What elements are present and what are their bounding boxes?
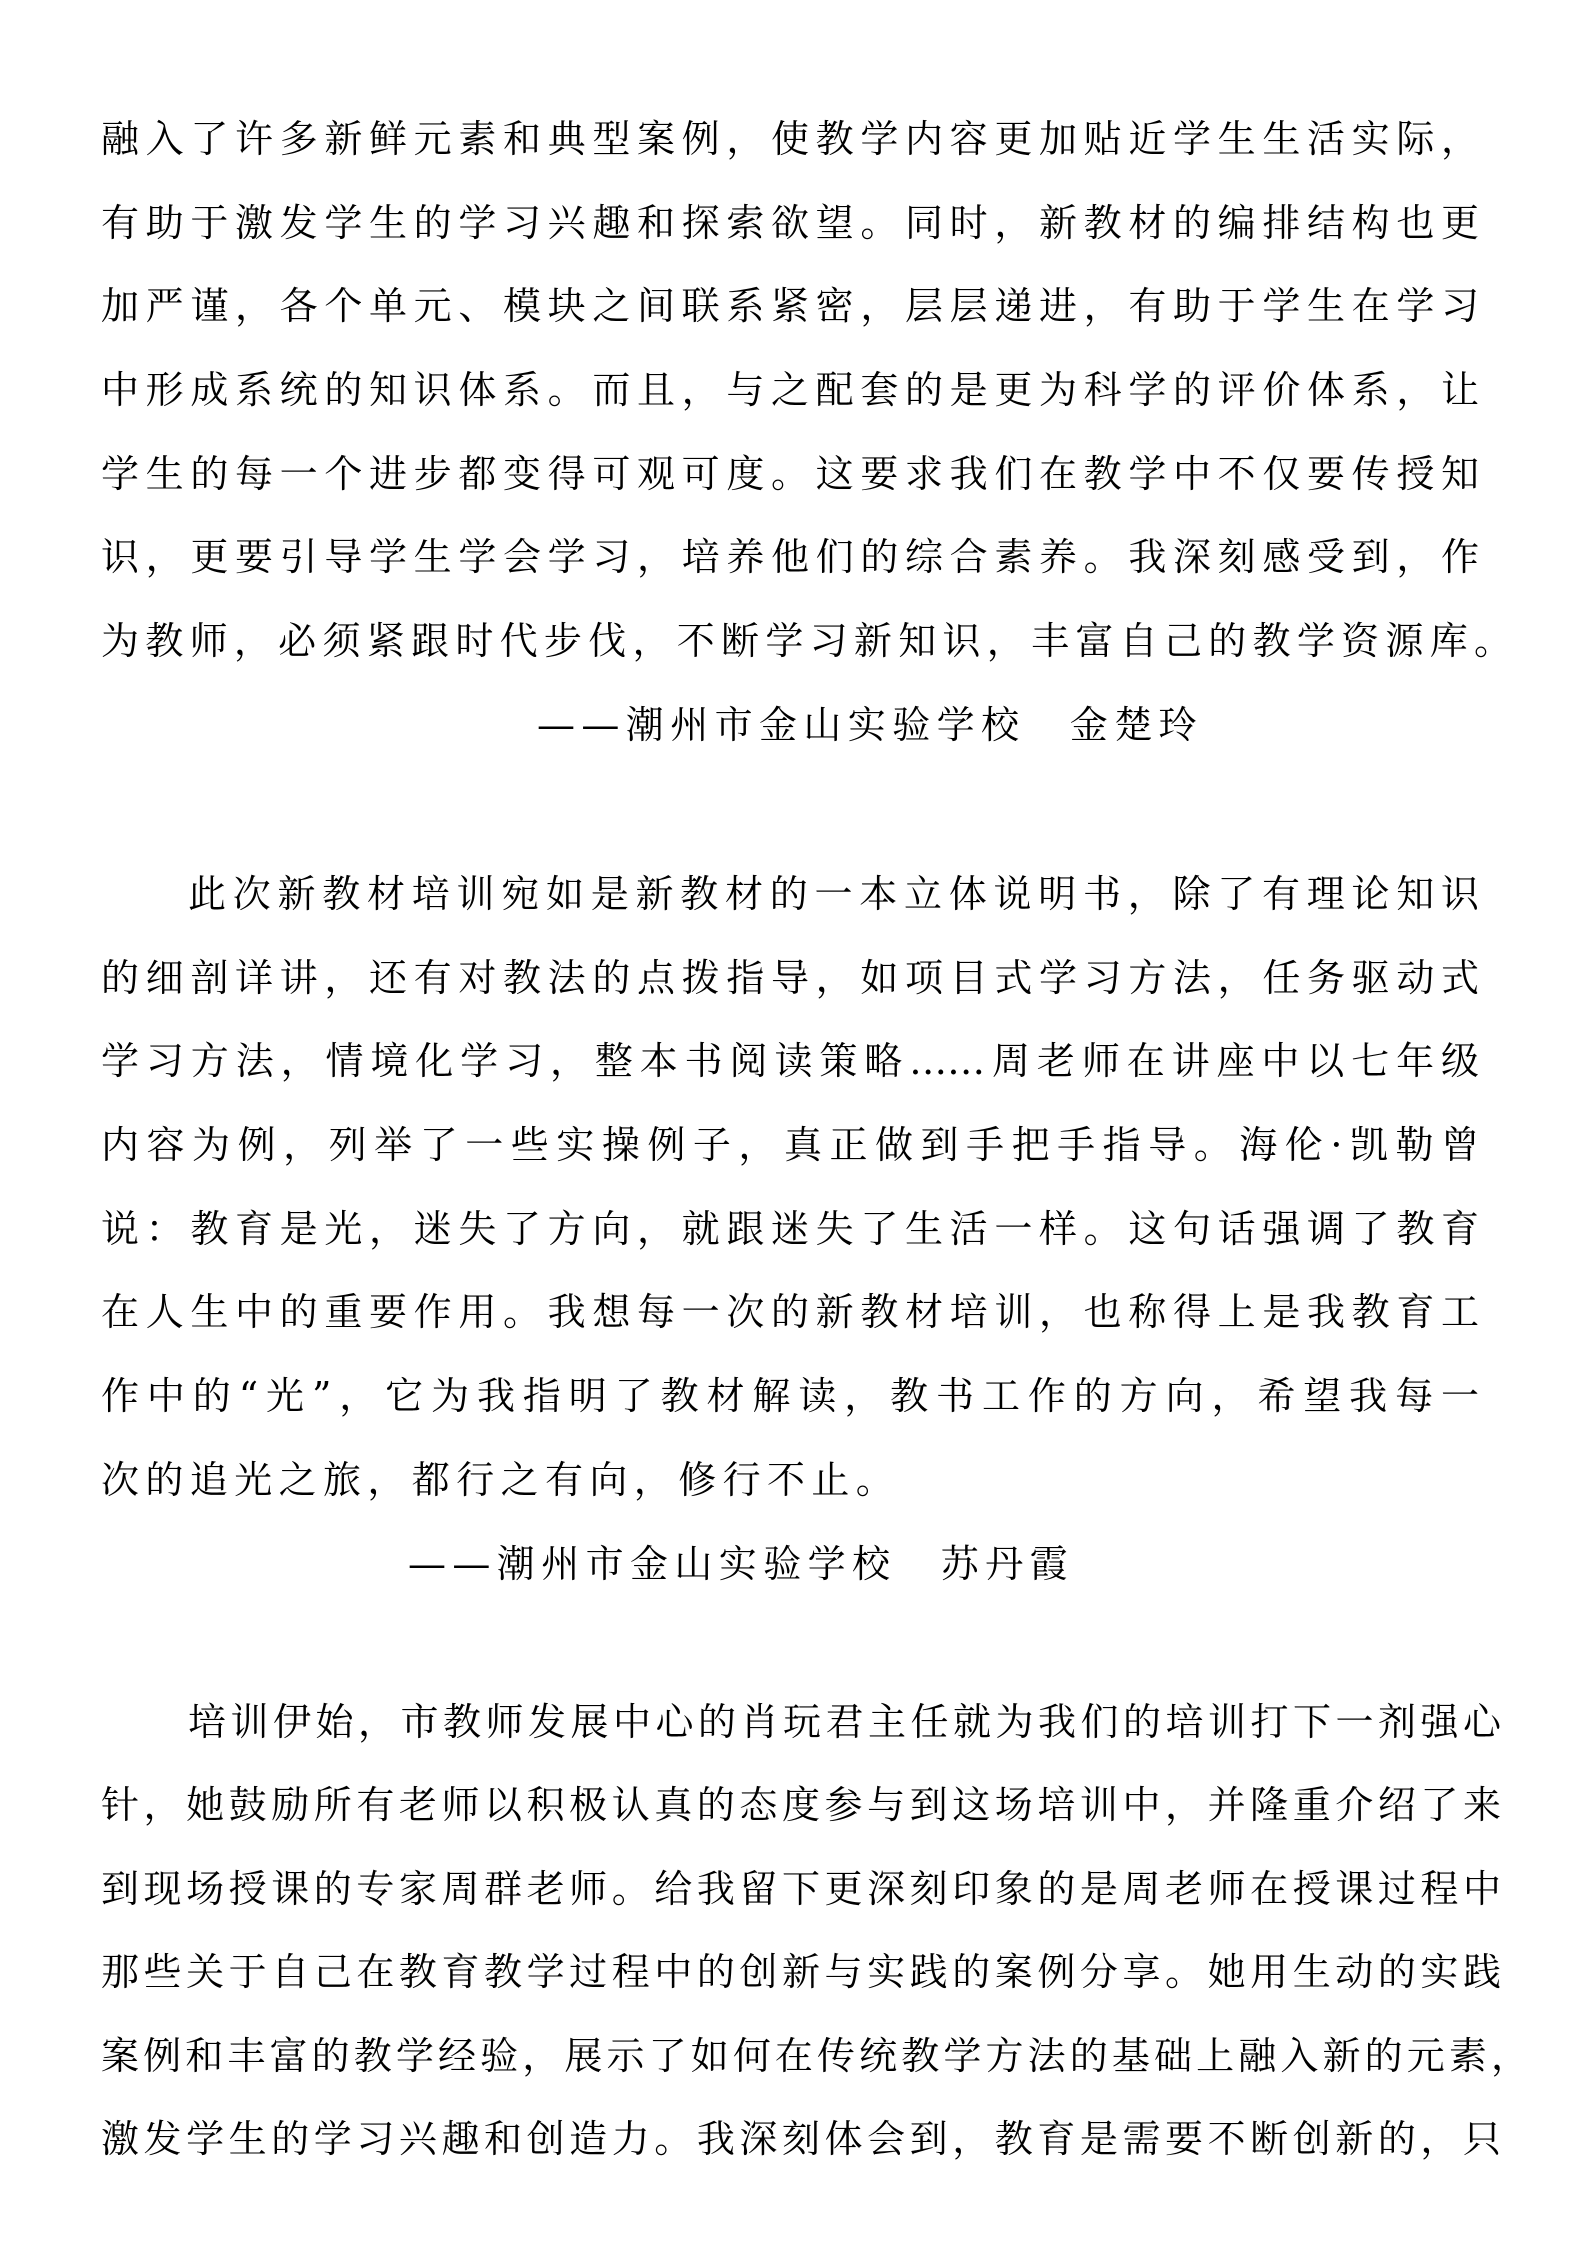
paragraph-1-line-7: 为教师，必须紧跟时代步伐，不断学习新知识，丰富自己的教学资源库。 xyxy=(101,619,1512,664)
paragraph-1-line-1: 融入了许多新鲜元素和典型案例，使教学内容更加贴近学生生活实际， xyxy=(101,117,1479,161)
paragraph-3 xyxy=(101,1681,1529,2181)
paragraph-2-line-6: 在人生中的重要作用。我想每一次的新教材培训，也称得上是我教育工 xyxy=(101,1290,1479,1335)
paragraph-3-line-4: 那些关于自己在教育教学过程中的创新与实践的案例分享。她用生动的实践 xyxy=(101,1950,1501,1995)
paragraph-3-line-3: 到现场授课的专家周群老师。给我留下更深刻印象的是周老师在授课过程中 xyxy=(101,1866,1501,1911)
paragraph-2-line-1: 此次新教材培训宛如是新教材的一本立体说明书，除了有理论知识 xyxy=(188,872,1479,916)
paragraph-2 xyxy=(101,853,1479,1606)
paragraph-3-line-2: 针，她鼓励所有老师以积极认真的态度参与到这场培训中，并隆重介绍了来 xyxy=(101,1783,1501,1828)
paragraph-2-line-5: 说：教育是光，迷失了方向，就跟迷失了生活一样。这句话强调了教育 xyxy=(101,1206,1479,1251)
paragraph-1-signature: ——潮州市金山实验学校 金楚玲 xyxy=(537,702,1204,747)
paragraph-2-line-4: 内容为例，列举了一些实操例子，真正做到手把手指导。海伦·凯勒曾 xyxy=(101,1123,1479,1168)
paragraph-2-line-2: 的细剖详讲，还有对教法的点拨指导，如项目式学习方法，任务驱动式 xyxy=(101,955,1479,1000)
paragraph-1-line-3: 加严谨，各个单元、模块之间联系紧密，层层递进，有助于学生在学习 xyxy=(101,284,1479,329)
paragraph-2-line-8: 次的追光之旅，都行之有向，修行不止。 xyxy=(101,1457,901,1502)
paragraph-3-line-6: 激发学生的学习兴趣和创造力。我深刻体会到，教育是需要不断创新的，只 xyxy=(101,2116,1501,2161)
paragraph-2-signature: ——潮州市金山实验学校 苏丹霞 xyxy=(408,1541,1075,1586)
paragraph-3-line-5: 案例和丰富的教学经验，展示了如何在传统教学方法的基础上融入新的元素， xyxy=(101,2033,1529,2078)
paragraph-1-line-6: 识，更要引导学生学会学习，培养他们的综合素养。我深刻感受到，作 xyxy=(101,535,1479,580)
paragraph-1-line-4: 中形成系统的知识体系。而且，与之配套的是更为科学的评价体系，让 xyxy=(101,368,1479,413)
paragraph-1-line-2: 有助于激发学生的学习兴趣和探索欲望。同时，新教材的编排结构也更 xyxy=(101,200,1479,245)
paragraph-3-line-1: 培训伊始，市教师发展中心的肖玩君主任就为我们的培训打下一剂强心 xyxy=(188,1700,1501,1744)
paragraph-2-line-3: 学习方法，情境化学习，整本书阅读策略……周老师在讲座中以七年级 xyxy=(101,1039,1479,1084)
paragraph-1 xyxy=(101,98,1512,768)
paragraph-2-line-7: 作中的“光”，它为我指明了教材解读，教书工作的方向，希望我每一 xyxy=(101,1374,1479,1419)
paragraph-1-line-5: 学生的每一个进步都变得可观可度。这要求我们在教学中不仅要传授知 xyxy=(101,451,1479,496)
